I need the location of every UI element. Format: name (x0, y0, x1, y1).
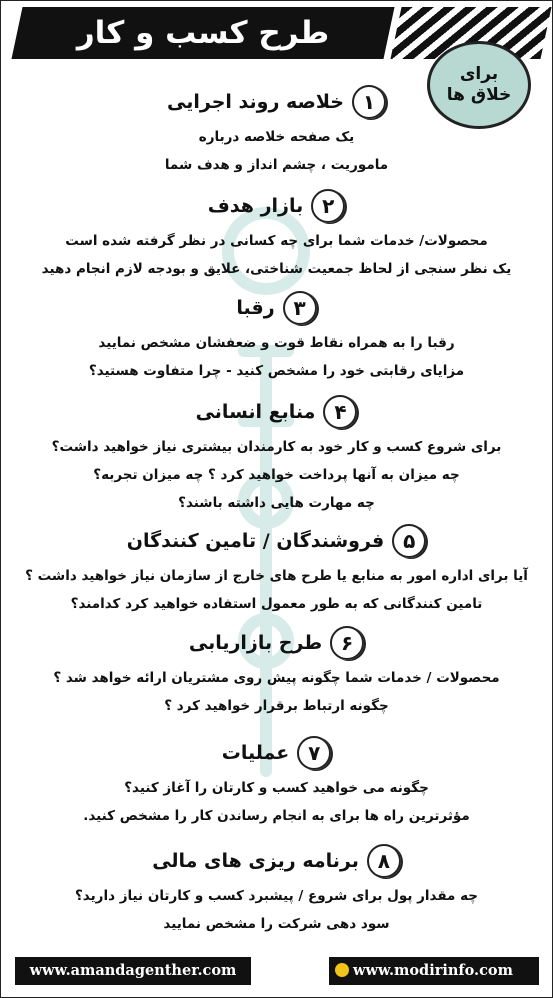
section-line: ماموریت ، چشم انداز و هدف شما (164, 157, 389, 173)
section-financial-planning (1, 844, 552, 938)
section-number-badge: ۴ (323, 395, 357, 429)
section-number-badge: ۱ (352, 85, 386, 119)
section-line: یک نظر سنجی از لحاظ جمعیت شناختی، علایق و بودجه لازم انجام دهید (41, 261, 512, 277)
footer-link-right[interactable] (329, 957, 539, 985)
section-heading: عملیات (221, 742, 290, 764)
section-heading: خلاصه روند اجرایی (167, 91, 344, 113)
footer-link-left[interactable]: www.amandagenther.com (15, 957, 251, 985)
section-number-badge: ۵ (392, 524, 426, 558)
section-line: چه مهارت هایی داشته باشند؟ (178, 495, 375, 511)
section-competitors (1, 291, 552, 385)
section-line: یک صفحه خلاصه درباره (198, 129, 355, 145)
section-line: محصولات / خدمات شما چگونه پیش روی مشتریان ارائه خواهد شد ؟ (53, 670, 500, 686)
section-line: سود دهی شرکت را مشخص نمایید (163, 916, 390, 932)
section-line: رقبا را به همراه نقاط قوت و ضعفشان مشخص نمایید (98, 335, 455, 351)
section-line: تامین کنندگانی که به طور معمول استفاده خواهید کرد کدامند؟ (70, 596, 483, 612)
section-heading: رقبا (236, 297, 275, 319)
section-line: برای شروع کسب و کار خود به کارمندان بیشتری نیاز خواهید داشت؟ (51, 439, 502, 455)
page-title: طرح کسب و کار (76, 15, 330, 51)
section-line: مؤثرترین راه ها برای به انجام رساندن کار را مشخص کنید. (83, 808, 470, 824)
section-number-badge: ۳ (283, 291, 317, 325)
section-heading: فروشندگان / تامین کنندگان (126, 530, 385, 552)
badge-line-1: برای (459, 64, 499, 84)
section-number-badge: ۷ (297, 736, 331, 770)
section-line: محصولات/ خدمات شما برای چه کسانی در نظر گرفته شده است (65, 233, 488, 249)
section-number-badge: ۸ (367, 844, 401, 878)
section-line: چگونه می خواهید کسب و کارتان را آغاز کنید؟ (124, 780, 429, 796)
badge-line-2: خلاق ها (446, 85, 512, 105)
section-suppliers (1, 524, 552, 618)
section-target-market (1, 189, 552, 283)
section-line: چه میزان به آنها پرداخت خواهید کرد ؟ چه میزان تجربه؟ (93, 467, 460, 483)
section-operations (1, 736, 552, 830)
section-heading: طرح بازاریابی (188, 632, 323, 654)
lightbulb-icon (335, 963, 349, 977)
section-number-badge: ۶ (330, 626, 364, 660)
section-line: چگونه ارتباط برقرار خواهید کرد ؟ (164, 698, 389, 714)
section-number-badge: ۲ (311, 189, 345, 223)
section-executive-summary (1, 85, 552, 179)
section-line: مزایای رقابتی خود را مشخص کنید - چرا متفاوت هستید؟ (88, 363, 465, 379)
section-human-resources (1, 395, 552, 517)
section-heading: برنامه ریزی های مالی (152, 850, 359, 872)
footer-link-right-text: www.modirinfo.com (353, 962, 513, 979)
section-heading: بازار هدف (207, 195, 304, 217)
section-heading: منابع انسانی (195, 401, 316, 423)
section-line: آیا برای اداره امور به منابع یا طرح های خارج از سازمان نیاز خواهید داشت ؟ (25, 568, 528, 584)
section-marketing-plan (1, 626, 552, 720)
section-line: چه مقدار پول برای شروع / پیشبرد کسب و کارتان نیاز دارید؟ (74, 888, 479, 904)
